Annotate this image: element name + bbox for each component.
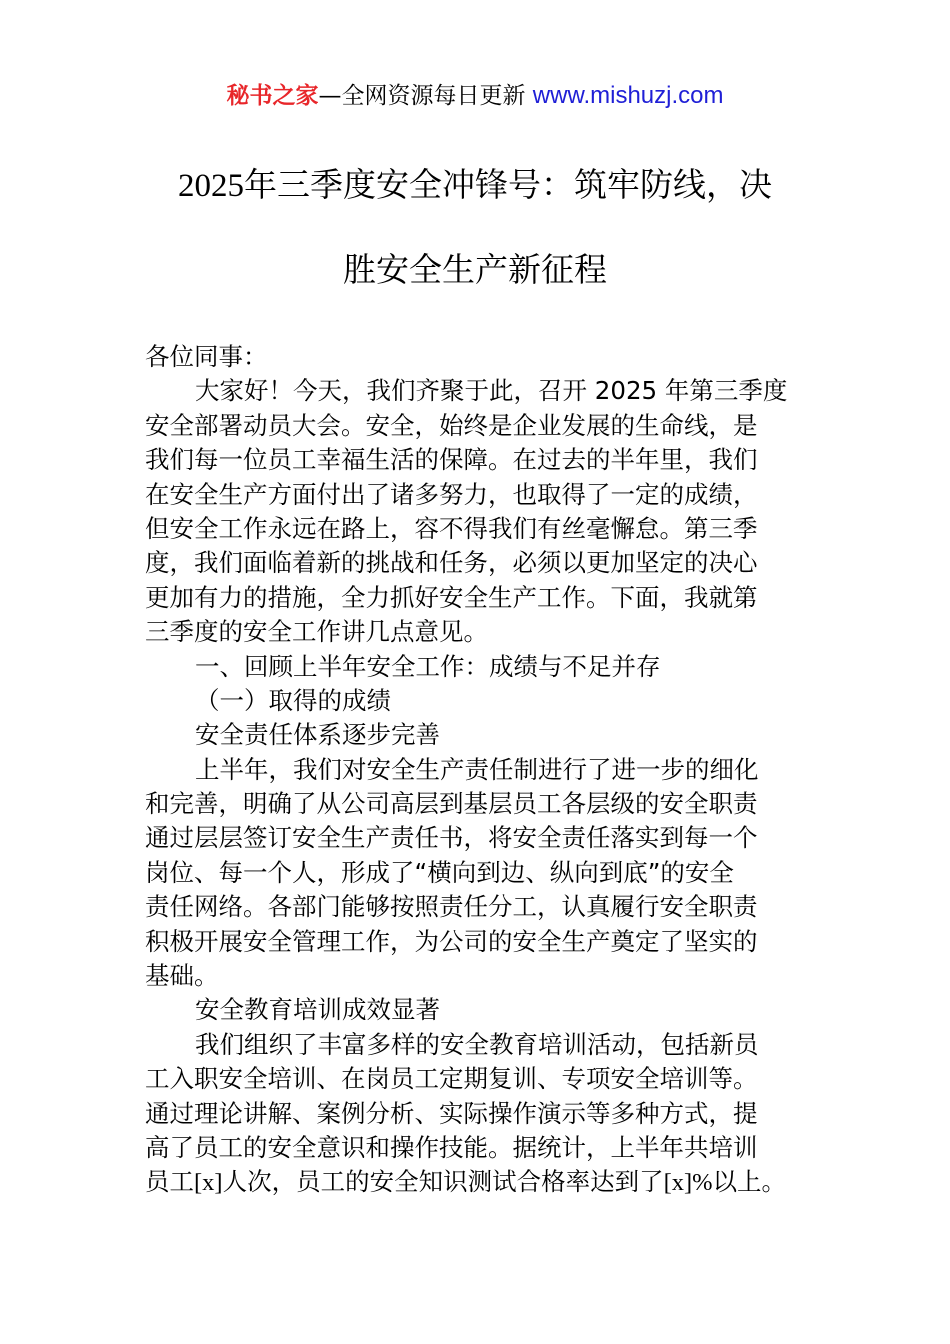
site-header [0,80,950,112]
paragraph-line: 更加有力的措施，全力抓好安全生产工作。下面，我就第 [145,582,758,612]
paragraph-line: 上半年，我们对安全生产责任制进行了进一步的细化 [195,754,759,784]
paragraph-line: 通过理论讲解、案例分析、实际操作演示等多种方式，提 [145,1098,758,1128]
paragraph-line: 责任网络。各部门能够按照责任分工，认真履行安全职责 [145,892,758,922]
document-title-line-2: 胜安全生产新征程 [343,250,607,289]
paragraph-line: 工入职安全培训、在岗员工定期复训、专项安全培训等。 [145,1064,758,1094]
salutation: 各位同事： [145,342,268,371]
paragraph-line: 积极开展安全管理工作，为公司的安全生产奠定了坚实的 [145,926,758,956]
paragraph-line: 高了员工的安全意识和操作技能。据统计，上半年共培训 [145,1132,758,1162]
site-url[interactable]: www.mishuzj.com [532,82,724,109]
topic-heading: 安全教育培训成效显著 [195,995,440,1025]
header-tagline: —全网资源每日更新 [318,83,533,109]
placeholder-rate: [x]% [663,1169,713,1197]
paragraph-line: 大家好！今天，我们齐聚于此，召开 2025 年第三季度 [195,376,788,406]
paragraph-line-last: 员工[x]人次，员工的安全知识测试合格率达到了[x]%以上。 [145,1167,787,1197]
paragraph-line: 我们组织了丰富多样的安全教育培训活动，包括新员 [195,1029,759,1059]
subsection-heading: （一）取得的成绩 [195,685,391,715]
paragraph-line: 度，我们面临着新的挑战和任务，必须以更加坚定的决心 [145,548,758,578]
paragraph-line: 基础。 [145,961,219,991]
document-body [145,340,810,1200]
paragraph-line: 和完善，明确了从公司高层到基层员工各层级的安全职责 [145,789,758,819]
paragraph-line: 岗位、每一个人，形成了“横向到边、纵向到底”的安全 [145,857,734,887]
paragraph-line: 但安全工作永远在路上，容不得我们有丝毫懈怠。第三季 [145,513,758,543]
paragraph-line: 在安全生产方面付出了诸多努力，也取得了一定的成绩， [145,479,758,509]
placeholder-count: [x] [194,1169,223,1197]
paragraph-line: 我们每一位员工幸福生活的保障。在过去的半年里，我们 [145,445,758,475]
title-year: 2025 [178,168,244,204]
brand-name: 秘书之家 [226,83,319,109]
title-text-1: 年三季度安全冲锋号：筑牢防线，决 [244,165,772,204]
section-heading: 一、回顾上半年安全工作：成绩与不足并存 [195,651,661,681]
paragraph-line: 通过层层签订安全生产责任书，将安全责任落实到每一个 [145,823,758,853]
paragraph-line: 安全部署动员大会。安全，始终是企业发展的生命线，是 [145,410,758,440]
paragraph-line: 三季度的安全工作讲几点意见。 [145,617,488,647]
topic-heading: 安全责任体系逐步完善 [195,720,440,750]
document-title-line-1 [145,165,805,206]
